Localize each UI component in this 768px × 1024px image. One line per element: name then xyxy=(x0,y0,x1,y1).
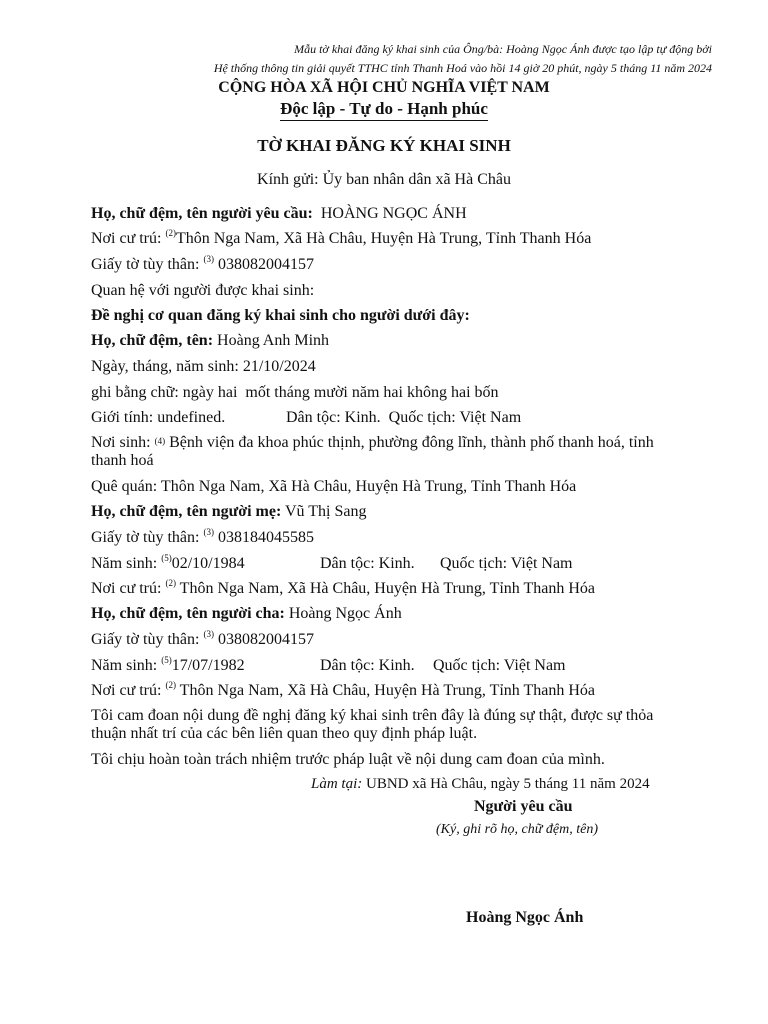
motto-text: Độc lập - Tự do - Hạnh phúc xyxy=(280,99,488,121)
mother-residence-row xyxy=(91,580,595,598)
signer-name: Hoàng Ngọc Ánh xyxy=(466,909,584,926)
mother-name-label: Họ, chữ đệm, tên người mẹ: xyxy=(91,503,282,520)
father-name-label: Họ, chữ đệm, tên người cha: xyxy=(91,605,285,622)
mother-id-value: 038184045585 xyxy=(217,529,314,546)
father-birth-label: Năm sinh: xyxy=(91,657,158,674)
mother-birth-label: Năm sinh: xyxy=(91,555,158,572)
father-ethnicity: Dân tộc: Kinh. xyxy=(320,657,415,674)
father-id-value: 038082004157 xyxy=(217,631,314,648)
father-name-value: Hoàng Ngọc Ánh xyxy=(288,605,402,622)
child-gender-value: undefined. xyxy=(157,409,226,426)
child-name-value: Hoàng Anh Minh xyxy=(217,332,330,349)
father-residence-row xyxy=(91,682,595,700)
child-hometown-label: Quê quán: xyxy=(91,478,158,495)
father-residence-value: Thôn Nga Nam, Xã Hà Châu, Huyện Hà Trung, Tỉnh Thanh Hóa xyxy=(179,682,596,699)
requester-name-label: Họ, chữ đệm, tên người yêu cầu: xyxy=(91,205,313,222)
child-hometown-value: Thôn Nga Nam, Xã Hà Châu, Huyện Hà Trung, Tỉnh Thanh Hóa xyxy=(160,478,577,495)
child-gender-row xyxy=(91,409,225,427)
header-note-line1: Mẫu tờ khai đăng ký khai sinh của Ông/bà: Hoàng Ngọc Ánh được tạo lập tự động bởi xyxy=(294,42,712,56)
father-name-row xyxy=(91,605,402,623)
child-ethnicity: Dân tộc: Kinh. Quốc tịch: Việt Nam xyxy=(286,409,522,426)
mother-birth-ref: (5) xyxy=(161,553,172,563)
signing-place-label: Làm tại: xyxy=(311,776,363,792)
mother-birth-row xyxy=(91,555,245,573)
child-hometown-row xyxy=(91,478,576,496)
signature-instruction: (Ký, ghi rõ họ, chữ đệm, tên) xyxy=(436,822,598,837)
mother-ethnicity: Dân tộc: Kinh. xyxy=(320,555,415,572)
father-nationality: Quốc tịch: Việt Nam xyxy=(433,657,566,674)
request-heading: Đề nghị cơ quan đăng ký khai sinh cho người dưới đây: xyxy=(91,307,470,324)
id-ref: (3) xyxy=(203,254,214,264)
mother-id-row xyxy=(91,529,314,547)
requester-residence-label: Nơi cư trú: xyxy=(91,230,162,247)
mother-name-value: Vũ Thị Sang xyxy=(284,503,367,520)
child-dob-row xyxy=(91,358,316,376)
father-birth-value: 17/07/1982 xyxy=(171,657,245,674)
father-residence-label: Nơi cư trú: xyxy=(91,682,162,699)
requester-name-value: HOÀNG NGỌC ÁNH xyxy=(320,205,467,222)
child-name-label: Họ, chữ đệm, tên: xyxy=(91,332,214,349)
signer-role: Người yêu cầu xyxy=(474,798,573,815)
requester-residence-row xyxy=(91,230,591,248)
child-dob-words-row xyxy=(91,384,499,402)
requester-id-label: Giấy tờ tùy thân: xyxy=(91,256,200,273)
mother-residence-ref: (2) xyxy=(165,578,176,588)
child-name-row xyxy=(91,332,329,350)
signing-place-row xyxy=(311,776,650,793)
signing-place-value: UBND xã Hà Châu, ngày 5 tháng 11 năm 2024 xyxy=(366,776,650,792)
mother-residence-label: Nơi cư trú: xyxy=(91,580,162,597)
mother-id-ref: (3) xyxy=(203,527,214,537)
child-birthplace-label: Nơi sinh: xyxy=(91,434,151,451)
mother-residence-value: Thôn Nga Nam, Xã Hà Châu, Huyện Hà Trung, Tỉnh Thanh Hóa xyxy=(179,580,596,597)
child-dob-value: 21/10/2024 xyxy=(242,358,316,375)
declaration-1: Tôi cam đoan nội dung đề nghị đăng ký khai sinh trên đây là đúng sự thật, được sự thỏa thuận nhất trí của các bên liên quan theo quy định pháp luật. xyxy=(91,707,654,742)
father-residence-ref: (2) xyxy=(165,680,176,690)
child-dob-label: Ngày, tháng, năm sinh: xyxy=(91,358,239,375)
child-dob-words-value: ngày hai mốt tháng mười năm hai không hai bốn xyxy=(182,384,499,401)
recipient: Kính gửi: Ủy ban nhân dân xã Hà Châu xyxy=(257,171,511,188)
header-note-line2: Hệ thống thông tin giải quyết TTHC tỉnh Thanh Hoá vào hồi 14 giờ 20 phút, ngày 5 tháng 11 năm 2024 xyxy=(213,61,712,75)
child-birthplace-row xyxy=(91,434,691,470)
form-title: TỜ KHAI ĐĂNG KÝ KHAI SINH xyxy=(257,136,511,155)
requester-residence-value: Thôn Nga Nam, Xã Hà Châu, Huyện Hà Trung, Tỉnh Thanh Hóa xyxy=(175,230,592,247)
requester-id-value: 038082004157 xyxy=(217,256,314,273)
requester-id-row xyxy=(91,256,314,274)
residence-ref: (2) xyxy=(165,228,176,238)
child-gender-label: Giới tính: xyxy=(91,409,154,426)
requester-relation: Quan hệ với người được khai sinh: xyxy=(91,282,315,299)
child-dob-words-label: ghi bằng chữ: xyxy=(91,384,179,401)
national-title: CỘNG HÒA XÃ HỘI CHỦ NGHĨA VIỆT NAM xyxy=(218,79,550,96)
birthplace-ref: (4) xyxy=(154,436,166,446)
mother-nationality: Quốc tịch: Việt Nam xyxy=(440,555,573,572)
mother-birth-value: 02/10/1984 xyxy=(171,555,245,572)
national-motto xyxy=(0,99,768,119)
requester-name-row xyxy=(91,205,467,223)
child-birthplace-value: Bệnh viện đa khoa phúc thịnh, phường đông lĩnh, thành phố thanh hoá, tỉnh thanh hoá xyxy=(91,434,654,469)
father-birth-row xyxy=(91,657,245,675)
mother-name-row xyxy=(91,503,366,521)
father-id-ref: (3) xyxy=(203,629,214,639)
mother-id-label: Giấy tờ tùy thân: xyxy=(91,529,200,546)
declaration-2: Tôi chịu hoàn toàn trách nhiệm trước pháp luật về nội dung cam đoan của mình. xyxy=(91,751,605,768)
father-id-label: Giấy tờ tùy thân: xyxy=(91,631,200,648)
father-birth-ref: (5) xyxy=(161,655,172,665)
father-id-row xyxy=(91,631,314,649)
